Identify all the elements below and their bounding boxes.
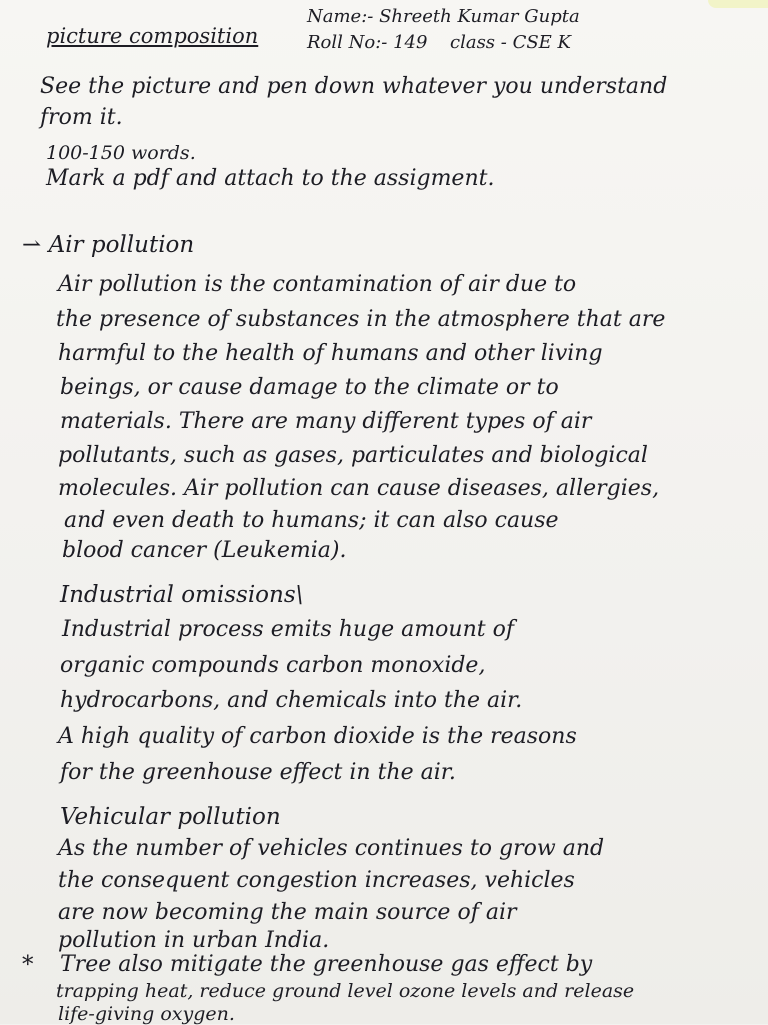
paragraph-line: and even death to humans; it can also cause [64, 508, 559, 533]
instruction-line: See the picture and pen down whatever you understand [40, 74, 668, 99]
paragraph-line: As the number of vehicles continues to grow and [58, 836, 605, 861]
section-heading-air-pollution: ⇀ Air pollution [22, 232, 195, 258]
paragraph-line: molecules. Air pollution can cause diseases, allergies, [58, 476, 660, 501]
class-label: class - CSE K [450, 32, 571, 53]
paragraph-line: are now becoming the main source of air [58, 900, 517, 925]
section-heading-industrial: Industrial omissions\ [60, 582, 304, 608]
page-corner [708, 0, 768, 8]
page-title: picture composition [46, 24, 259, 48]
paragraph-line: the consequent congestion increases, vehicles [58, 868, 575, 893]
instruction-line: from it. [40, 105, 123, 130]
roll-number: Roll No:- 149 [307, 32, 428, 53]
paragraph-line: Air pollution is the contamination of air due to [58, 272, 577, 297]
paragraph-line: pollutants, such as gases, particulates and biological [58, 443, 648, 468]
paragraph-line: for the greenhouse effect in the air. [60, 760, 456, 785]
paragraph-line: A high quality of carbon dioxide is the reasons [58, 724, 577, 749]
instruction-line: Mark a pdf and attach to the assigment. [46, 166, 495, 191]
paragraph-line: beings, or cause damage to the climate or to [60, 375, 559, 400]
note-line: life-giving oxygen. [58, 1003, 235, 1025]
student-name: Name:- Shreeth Kumar Gupta [307, 6, 580, 27]
instruction-line: 100-150 words. [46, 142, 196, 164]
note-line: Tree also mitigate the greenhouse gas effect by [60, 952, 593, 977]
paragraph-line: harmful to the health of humans and other living [58, 341, 603, 366]
paragraph-line: pollution in urban India. [58, 928, 330, 953]
paragraph-line: hydrocarbons, and chemicals into the air. [60, 688, 523, 713]
paragraph-line: the presence of substances in the atmosphere that are [56, 307, 666, 332]
asterisk-icon: * [22, 952, 34, 978]
note-line: trapping heat, reduce ground level ozone levels and release [56, 980, 635, 1002]
paragraph-line: Industrial process emits huge amount of [62, 617, 514, 642]
paragraph-line: blood cancer (Leukemia). [62, 538, 347, 563]
paragraph-line: materials. There are many different types of air [60, 409, 592, 434]
paragraph-line: organic compounds carbon monoxide, [60, 653, 486, 678]
section-heading-vehicular: Vehicular pollution [60, 804, 281, 830]
